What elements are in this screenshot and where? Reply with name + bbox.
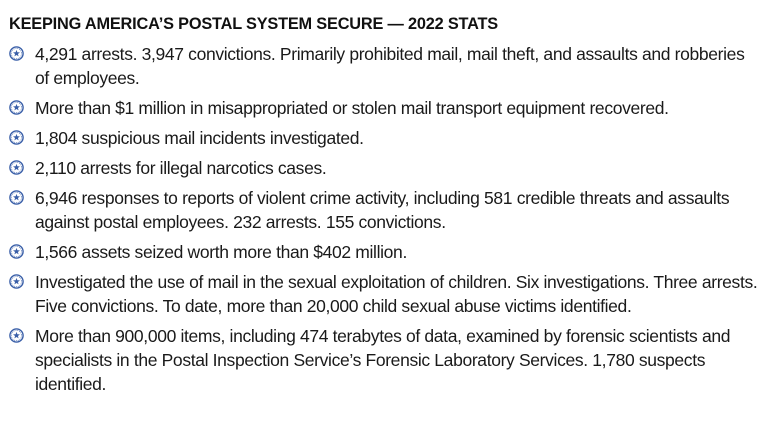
list-item <box>9 186 758 234</box>
star-seal-icon <box>9 274 24 289</box>
star-seal-icon <box>9 130 24 145</box>
list-item-text: 6,946 responses to reports of violent crime activity, including 581 credible threats and assaults against postal employees. 232 arrests. 155 convictions. <box>35 188 730 232</box>
list-item <box>9 240 758 264</box>
list-item-text: More than $1 million in misappropriated or stolen mail transport equipment recovered. <box>35 98 669 118</box>
star-seal-icon <box>9 160 24 175</box>
list-item <box>9 96 758 120</box>
list-item-text: 1,804 suspicious mail incidents investigated. <box>35 128 364 148</box>
list-item-text: 4,291 arrests. 3,947 convictions. Primarily prohibited mail, mail theft, and assaults and robberies of employees. <box>35 44 745 88</box>
stats-list <box>9 42 758 396</box>
page-title: KEEPING AMERICA’S POSTAL SYSTEM SECURE — 2022 STATS <box>9 14 498 33</box>
list-item-text: 2,110 arrests for illegal narcotics cases. <box>35 158 327 178</box>
list-item-text: More than 900,000 items, including 474 terabytes of data, examined by forensic scientists and specialists in the Postal Inspection Service’s Forensic Laboratory Services. 1,780 suspects identified. <box>35 326 731 394</box>
star-seal-icon <box>9 100 24 115</box>
list-item <box>9 270 758 318</box>
list-item <box>9 324 758 396</box>
star-seal-icon <box>9 328 24 343</box>
star-seal-icon <box>9 244 24 259</box>
list-item-text: 1,566 assets seized worth more than $402 million. <box>35 242 407 262</box>
star-seal-icon <box>9 190 24 205</box>
star-seal-icon <box>9 46 24 61</box>
list-item-text: Investigated the use of mail in the sexual exploitation of children. Six investigations. Three arrests. Five convictions. To date, more than 20,000 child sexual abuse victims identified. <box>35 272 758 316</box>
list-item <box>9 126 758 150</box>
list-item <box>9 42 758 90</box>
list-item <box>9 156 758 180</box>
